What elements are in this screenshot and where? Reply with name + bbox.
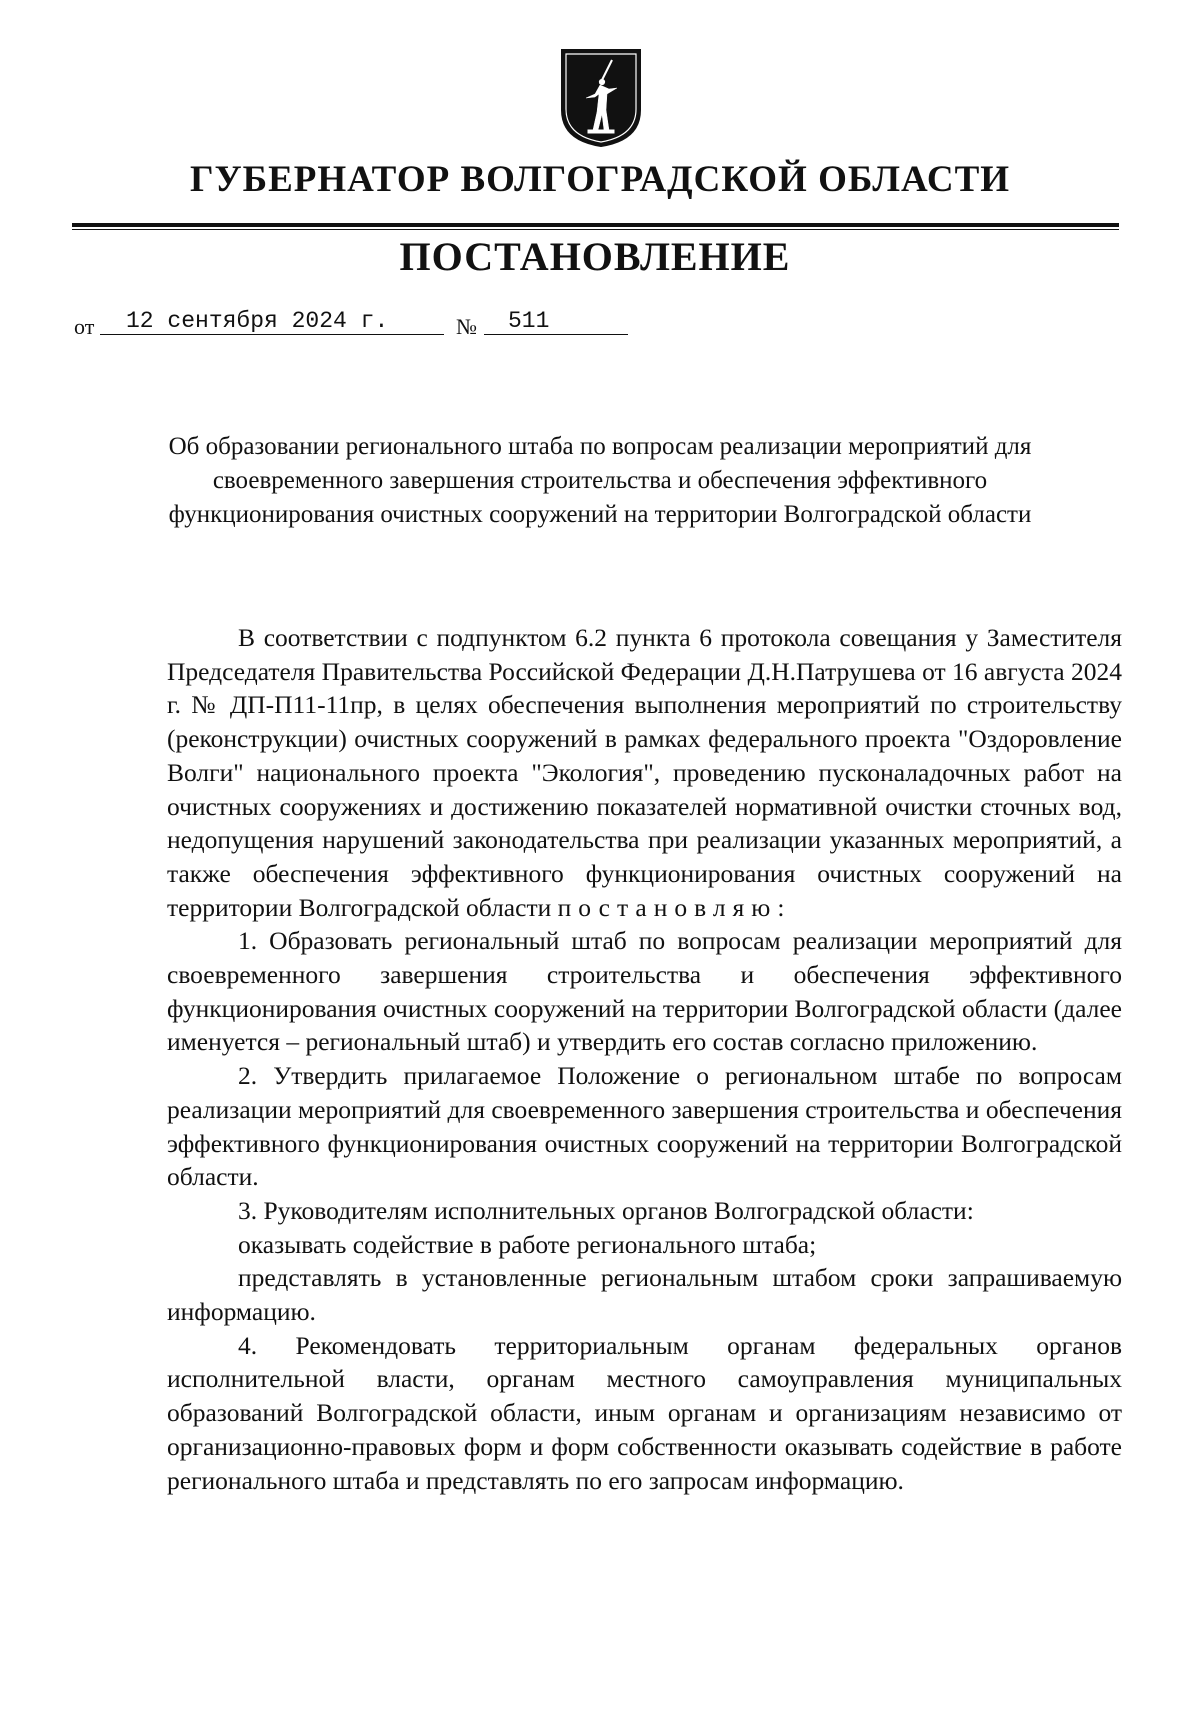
number-label: № [456,314,477,339]
item-paragraph: 1. Образовать региональный штаб по вопросам реализации мероприятий для своевременного завершения строительства и обеспечения эффективного функционирования очистных сооружений на территории Волгоградской области (далее именуется – региональный штаб) и утвердить его состав согласно приложению. [167,926,1122,1057]
item-paragraph: 4. Рекомендовать территориальным органам федеральных органов исполнительной власти, органам местного самоуправления муниципальных образований Волгоградской области, иным органам и организациям независимо от организационно-правовых форм и форм собственности оказывать содействие в работе регионального штаба и представлять по его запросам информацию. [167,1330,1122,1495]
resolve-word: постановляю: [557,892,792,922]
document-number: 511 [484,308,628,335]
preamble-text: В соответствии с подпунктом 6.2 пункта 6 протокола совещания у Заместителя Председателя Правительства Российской Федерации Д.Н.Патрушева от 16 августа 2024 г. № ДП-П11-11пр, в целях обеспечения выполнения мероприятий по строительству (реконструкции) очистных сооружений в рамках федерального проекта "Оздоровление Волги" национального проекта "Экология", проведению пусконаладочных работ на очистных сооружениях и достижению показателей нормативной очистки сточных вод, недопущения нарушений законодательства при реализации указанных мероприятий, а также обеспечения эффективного функционирования очистных сооружений на территории Волгоградской области [167,623,1122,922]
date-from-label: от [74,314,95,339]
header-rule-thin [72,229,1119,230]
item-paragraph: 3. Руководителям исполнительных органов Волгоградской области: [238,1195,974,1225]
volgograd-coat-of-arms-icon [560,48,642,148]
item-paragraph: оказывать содействие в работе регионального штаба; [238,1229,817,1259]
item-paragraph: представлять в установленные региональным штабом сроки запрашиваемую информацию. [167,1263,1122,1327]
item-paragraph: 2. Утвердить прилагаемое Положение о региональном штабе по вопросам реализации мероприятий для своевременного завершения строительства и обеспечения эффективного функционирования очистных сооружений на территории Волгоградской области. [167,1061,1122,1192]
document-date: 12 сентября 2024 г. [100,308,444,335]
document-body [167,621,1122,1497]
document-subject: Об образовании регионального штаба по вопросам реализации мероприятий для своевременного завершения строительства и обеспечения эффективного функционирования очистных сооружений на территории Волгоградской области [168,433,1032,528]
document-type-title: ПОСТАНОВЛЕНИЕ [399,234,791,279]
issuing-authority: ГУБЕРНАТОР ВОЛГОГРАДСКОЙ ОБЛАСТИ [189,159,1011,200]
header-rule-thick [72,223,1119,227]
preamble-paragraph [167,621,1122,924]
